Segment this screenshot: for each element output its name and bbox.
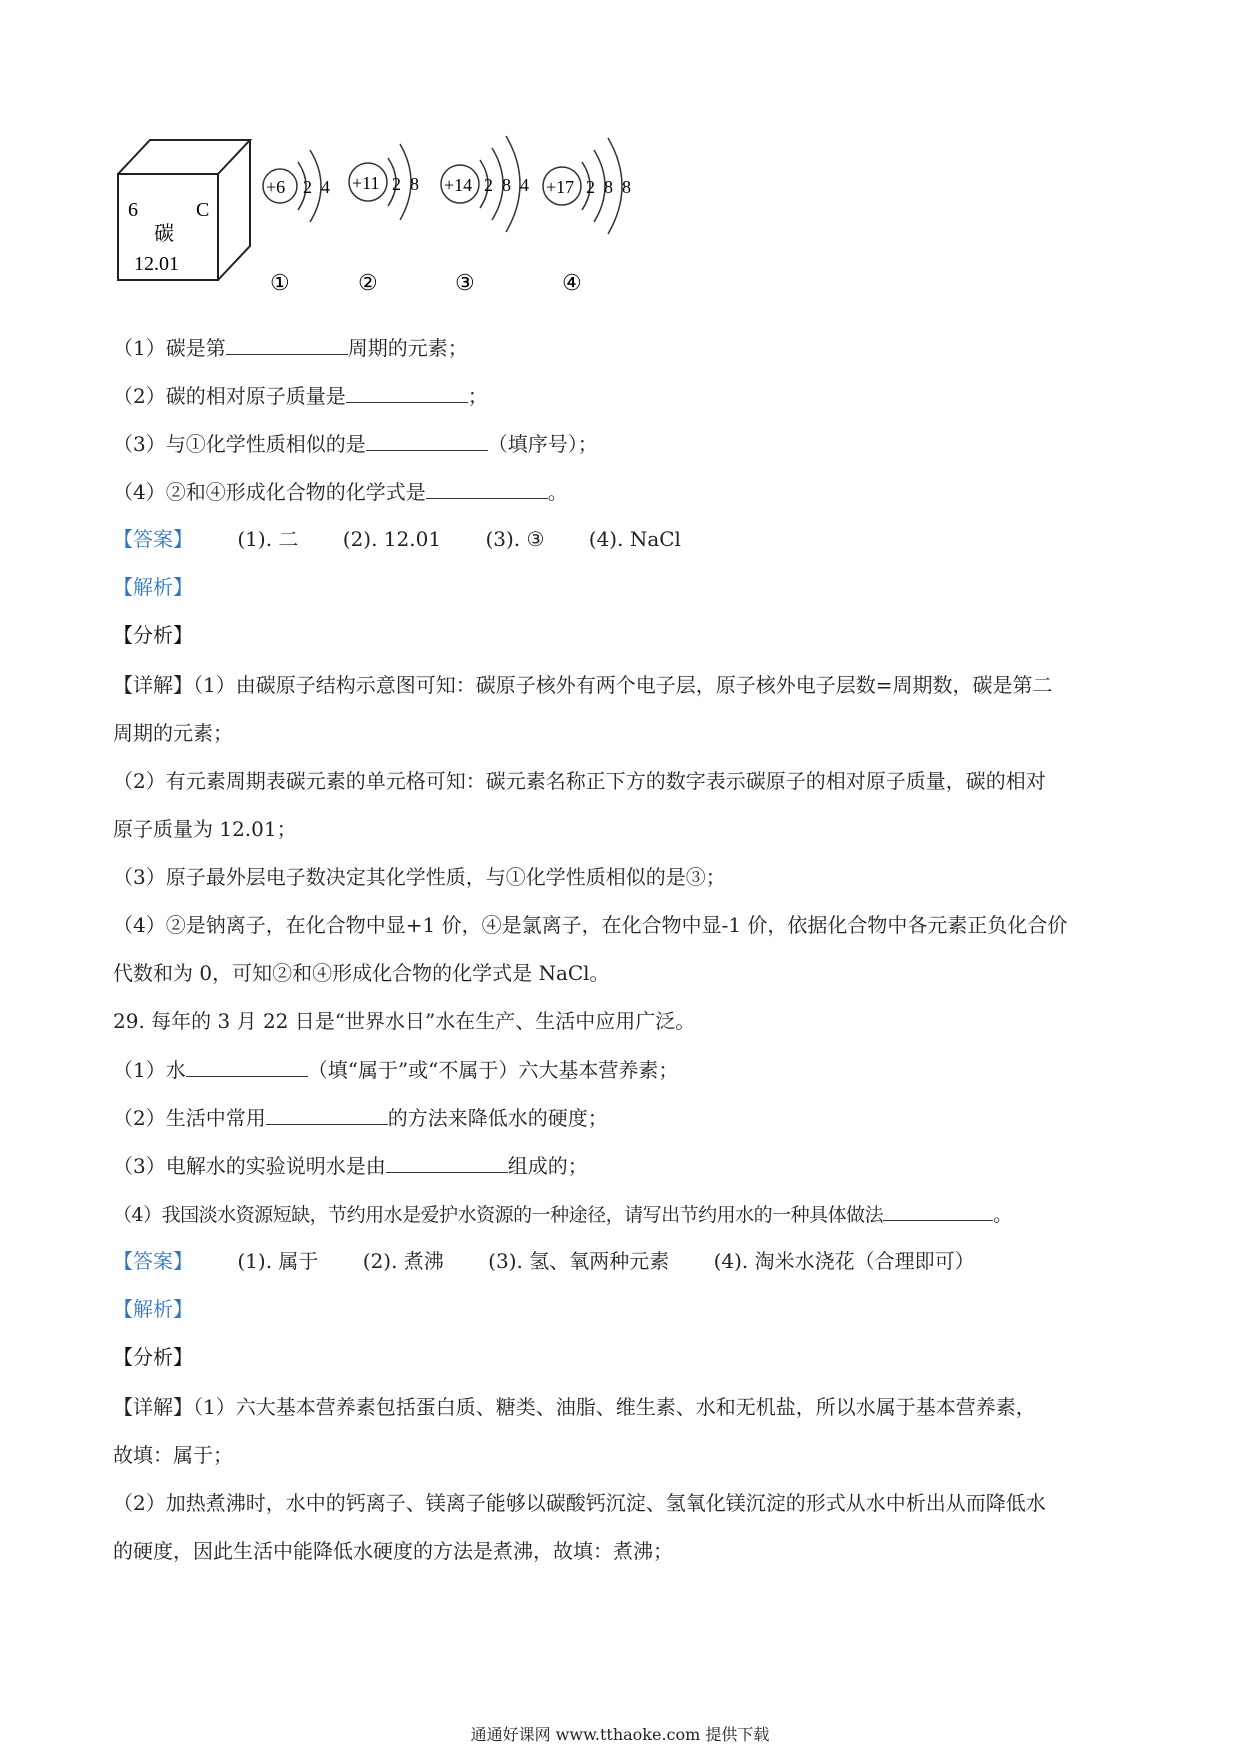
q29-item-2 <box>113 1102 608 1133</box>
q28-item-4-pre: （4）②和④形成化合物的化学式是 <box>113 480 426 504</box>
q28-item-4 <box>113 476 568 507</box>
q28-item-4-post: 。 <box>547 480 568 504</box>
atom-3-label: ③ <box>455 270 475 295</box>
q29-detail-2: 故填：属于； <box>113 1443 233 1467</box>
q29-answer-2: (2). 煮沸 <box>362 1249 444 1273</box>
q28-item-1-blank <box>226 332 348 355</box>
atom-3-electron-3: 4 <box>520 175 529 195</box>
q29-item-2-blank <box>266 1102 388 1125</box>
q29-item-2-pre: （2）生活中常用 <box>113 1106 266 1130</box>
element-symbol: C <box>196 199 210 221</box>
page-footer: 通通好课网 www.tthaoke.com 提供下载 <box>470 1725 770 1744</box>
atom-2-label: ② <box>358 270 378 295</box>
element-number: 6 <box>128 199 138 221</box>
q29-answer-label: 【答案】 <box>113 1249 193 1273</box>
q29-item-4 <box>113 1198 1012 1230</box>
q28-analysis-label: 【解析】 <box>113 575 193 599</box>
q28-item-1-post: 周期的元素； <box>347 336 468 360</box>
q29-item-4-pre: （4）我国淡水资源短缺，节约用水是爱护水资源的一种途径，请写出节约用水的一种具体做法 <box>113 1204 884 1226</box>
q29-answer-3: (3). 氢、氧两种元素 <box>488 1249 670 1273</box>
q29-answer-row <box>113 1246 1013 1276</box>
q28-detail-6: （4）②是钠离子，在化合物中显+1 价，④是氯离子，在化合物中显-1 价，依据化合物中各元素正负化合价 <box>113 913 1068 937</box>
q29-item-1-pre: （1）水 <box>113 1058 186 1082</box>
q29-item-3-post: 组成的； <box>507 1154 588 1178</box>
atom-1-electron-2: 4 <box>321 177 330 197</box>
q28-answer-2: (2). 12.01 <box>342 527 442 551</box>
q29-analysis-label: 【解析】 <box>113 1297 193 1321</box>
q28-item-1-pre: （1）碳是第 <box>113 336 226 360</box>
atom-2-nucleus: +11 <box>352 173 380 193</box>
element-name: 碳 <box>154 223 174 245</box>
atom-2-electron-2: 8 <box>410 174 419 194</box>
q28-detail-7: 代数和为 0，可知②和④形成化合物的化学式是 NaCl。 <box>113 961 610 985</box>
q29-item-3 <box>113 1150 588 1181</box>
q28-item-2-pre: （2）碳的相对原子质量是 <box>113 384 346 408</box>
q29-detail-3: （2）加热煮沸时，水中的钙离子、镁离子能够以碳酸钙沉淀、氢氧化镁沉淀的形式从水中析出从而降低水 <box>113 1491 1046 1515</box>
q29-item-1-blank <box>186 1054 308 1077</box>
atom-4-nucleus: +17 <box>546 177 575 197</box>
atom-4-electron-2: 8 <box>604 177 613 197</box>
q28-answer-4: (4). NaCl <box>588 527 681 551</box>
q29-answer-1: (1). 属于 <box>237 1249 319 1273</box>
q28-detail-4: 原子质量为 12.01； <box>113 817 297 841</box>
q28-detail-2: 周期的元素； <box>113 721 233 745</box>
q28-item-2 <box>113 380 488 411</box>
q28-item-4-blank <box>426 476 548 499</box>
q28-detail-3: （2）有元素周期表碳元素的单元格可知：碳元素名称正下方的数字表示碳原子的相对原子质量，碳的相对 <box>113 769 1046 793</box>
element-mass: 12.01 <box>134 253 179 275</box>
q28-answer-row <box>113 524 719 554</box>
q28-answer-1: (1). 二 <box>237 527 299 551</box>
q29-item-2-post: 的方法来降低水的硬度； <box>387 1106 608 1130</box>
q28-answer-label: 【答案】 <box>113 527 193 551</box>
q28-answer-3: (3). ③ <box>485 527 545 551</box>
q29-detail-4: 的硬度，因此生活中能降低水硬度的方法是煮沸，故填：煮沸； <box>113 1539 673 1563</box>
atom-2-electron-1: 2 <box>392 174 401 194</box>
atom-structure-figure <box>110 130 830 300</box>
q28-item-1 <box>113 332 468 363</box>
q28-item-3-post: （填序号）； <box>487 432 598 456</box>
q29-item-3-blank <box>386 1150 508 1173</box>
atom-4-label: ④ <box>562 270 582 295</box>
q29-fenxi-label: 【分析】 <box>113 1345 193 1369</box>
q28-fenxi-label: 【分析】 <box>113 623 193 647</box>
q28-item-2-post: ； <box>467 384 488 408</box>
atom-4-electron-1: 2 <box>586 177 595 197</box>
q28-detail-5: （3）原子最外层电子数决定其化学性质，与①化学性质相似的是③； <box>113 865 726 889</box>
q28-item-3-pre: （3）与①化学性质相似的是 <box>113 432 366 456</box>
q29-item-4-post: 。 <box>993 1204 1012 1226</box>
q28-item-3 <box>113 428 598 459</box>
q28-item-3-blank <box>366 428 488 451</box>
atom-4-electron-3: 8 <box>622 177 631 197</box>
q29-detail-text-1: （1）六大基本营养素包括蛋白质、糖类、油脂、维生素、水和无机盐，所以水属于基本营养素， <box>193 1395 1036 1419</box>
q28-detail-label: 【详解】 <box>113 673 193 697</box>
q29-answer-4: (4). 淘米水浇花（合理即可） <box>713 1249 975 1273</box>
q29-item-1-post: （填“属于”或“不属于）六大基本营养素； <box>307 1058 679 1082</box>
q29-stem: 29. 每年的 3 月 22 日是“世界水日”水在生产、生活中应用广泛。 <box>113 1009 696 1033</box>
q29-item-1 <box>113 1054 678 1085</box>
q28-item-2-blank <box>346 380 468 403</box>
q28-detail-1 <box>113 670 1052 700</box>
q29-item-3-pre: （3）电解水的实验说明水是由 <box>113 1154 386 1178</box>
q28-detail-text-1: （1）由碳原子结构示意图可知：碳原子核外有两个电子层，原子核外电子层数=周期数，碳是第二 <box>193 673 1053 697</box>
q29-item-4-blank <box>883 1198 993 1221</box>
atom-3-electron-1: 2 <box>484 175 493 195</box>
atom-1-label: ① <box>270 270 290 295</box>
atom-3-nucleus: +14 <box>444 175 473 195</box>
atom-1-nucleus: +6 <box>266 177 286 197</box>
q29-detail-1 <box>113 1392 1036 1422</box>
atom-1-electron-1: 2 <box>303 177 312 197</box>
q29-detail-label: 【详解】 <box>113 1395 193 1419</box>
atom-3-electron-2: 8 <box>502 175 511 195</box>
